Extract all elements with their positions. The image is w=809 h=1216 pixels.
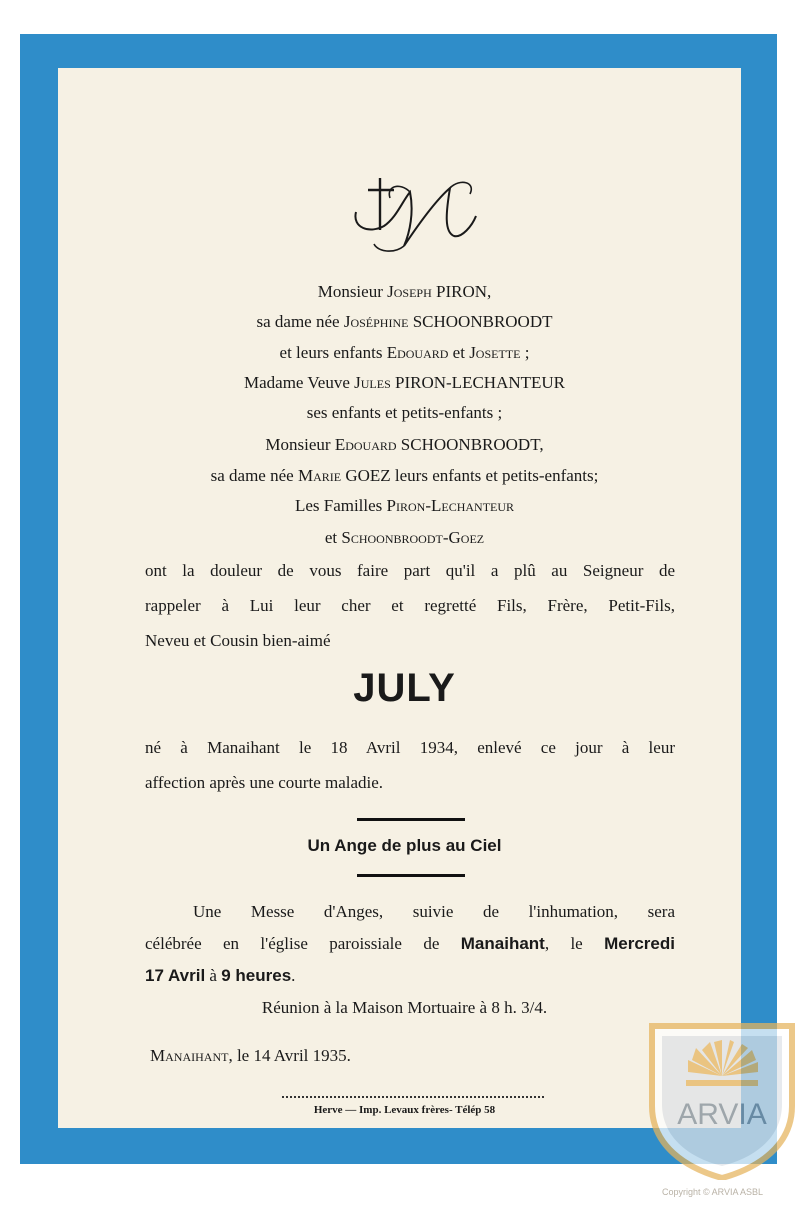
birth-line-2: affection après une courte maladie. [145,773,384,792]
birth-paragraph [145,730,675,800]
announcement-line-3: Neveu et Cousin bien-aimé [145,631,331,650]
family-line-1: Monsieur Joseph PIRON, [317,282,492,301]
place-date-line: Manaihant, le 14 Avril 1935. [150,1046,351,1065]
announcement-paragraph [145,553,675,658]
reunion-line: Réunion à la Maison Mortuaire à 8 h. 3/4. [261,998,548,1017]
family-line-2: sa dame née Joséphine SCHOONBROODT [256,312,553,331]
arvia-shield-logo-icon [646,1020,798,1180]
mass-line-2: célébrée en l'église paroissiale de Manaihant, le Mercredi [145,934,675,953]
printer-separator [282,1096,544,1098]
family-line-7: sa dame née Marie GOEZ leurs enfants et petits-enfants; [210,466,599,485]
birth-line-1: né à Manaihant le 18 Avril 1934, enlevé ce jour à leur [145,738,675,757]
mass-paragraph [145,896,675,992]
divider-top [357,818,465,821]
family-line-6: Monsieur Edouard SCHOONBROODT, [265,435,544,454]
deceased-name: JULY [353,666,456,710]
section-heading: Un Ange de plus au Ciel [307,836,502,855]
family-line-9: et Schoonbroodt-Goez [324,528,485,547]
announcement-line-2: rappeler à Lui leur cher et regretté Fils, Frère, Petit-Fils, [145,596,675,615]
copyright-watermark: Copyright © ARVIA ASBL [662,1187,764,1197]
announcement-line-1: ont la douleur de vous faire part qu'il a plû au Seigneur de [145,561,675,580]
family-line-5: ses enfants et petits-enfants ; [306,403,503,422]
cross-monogram-icon [350,172,482,256]
printer-credit: Herve — Imp. Levaux frères- Télép 58 [313,1104,496,1116]
mass-line-3: 17 Avril à 9 heures. [145,966,296,985]
mass-line-1: Une Messe d'Anges, suivie de l'inhumation, sera [193,902,675,921]
family-line-4: Madame Veuve Jules PIRON-LECHANTEUR [243,373,566,392]
svg-text:ARVIA: ARVIA [677,1098,767,1131]
divider-bottom [357,874,465,877]
family-line-3: et leurs enfants Edouard et Josette ; [279,343,530,362]
family-line-8: Les Familles Piron-Lechanteur [294,496,515,515]
